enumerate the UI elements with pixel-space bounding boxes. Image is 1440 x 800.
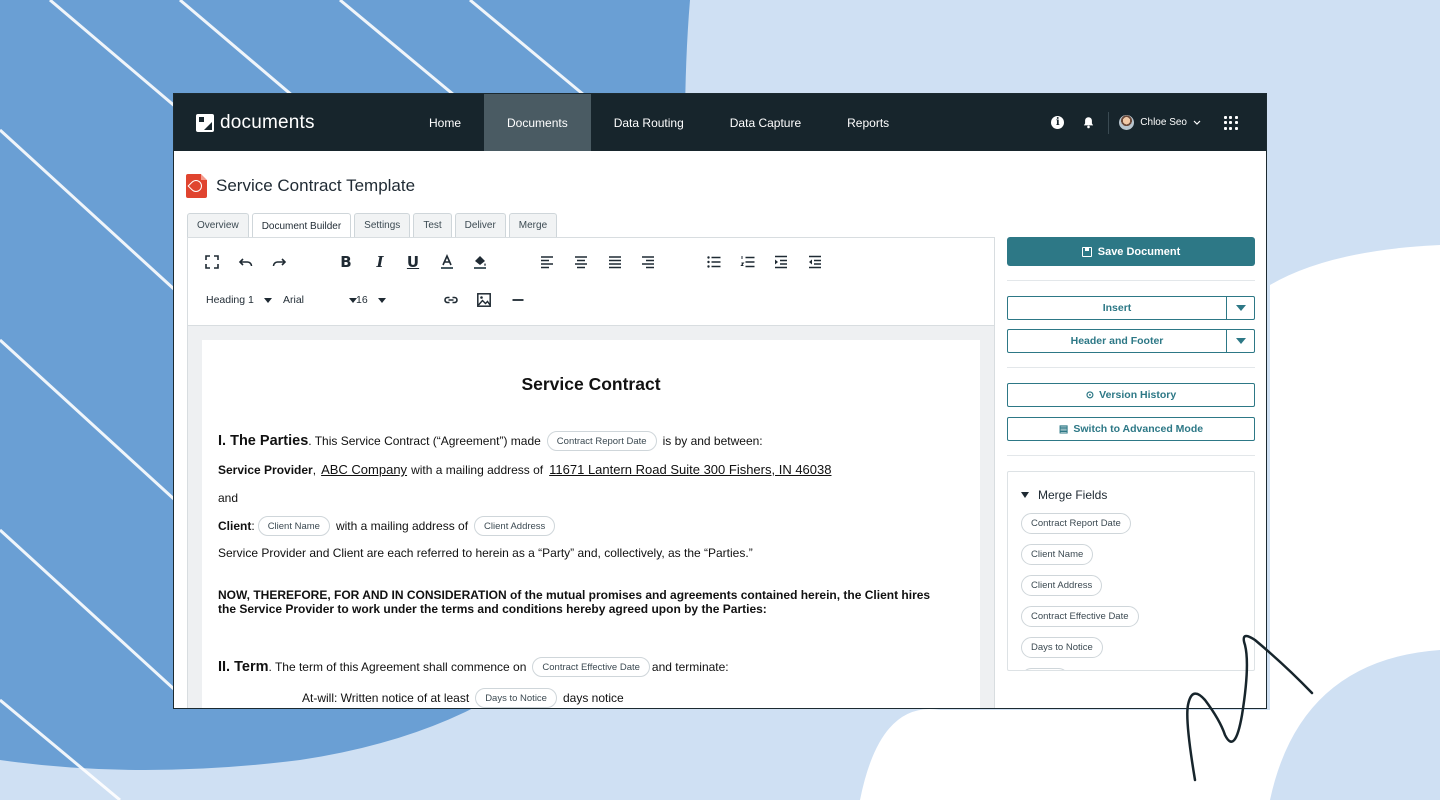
link-icon[interactable]	[440, 289, 462, 311]
section-heading: I. The Parties	[218, 433, 309, 449]
top-nav	[174, 94, 1266, 151]
advanced-mode-label: Switch to Advanced Mode	[1073, 423, 1204, 435]
insert-caret[interactable]	[1226, 297, 1254, 319]
tab-test[interactable]: Test	[413, 213, 451, 237]
outdent-icon[interactable]	[804, 251, 826, 273]
merge-chip-client-address[interactable]: Client Address	[474, 516, 555, 536]
align-justify-icon[interactable]	[604, 251, 626, 273]
nav-documents[interactable]: Documents	[484, 94, 591, 151]
document-page[interactable]	[202, 340, 980, 709]
numbered-list-icon[interactable]	[737, 251, 759, 273]
save-label: Save Document	[1097, 245, 1181, 258]
history-icon: ⊙	[1085, 389, 1095, 401]
underline-icon[interactable]: U	[406, 253, 420, 271]
merge-field-chip[interactable]: Client Name	[1021, 544, 1093, 565]
nav-reports[interactable]: Reports	[847, 115, 890, 130]
document-editor	[187, 237, 995, 709]
tab-merge[interactable]: Merge	[509, 213, 557, 237]
caret-down-icon	[264, 298, 272, 303]
font-size-select[interactable]	[356, 294, 386, 306]
merge-fields-title: Merge Fields	[1038, 488, 1108, 502]
parties-definition: Service Provider and Client are each referred to herein as a “Party” and, collectively, as the “Parties.”	[218, 546, 753, 560]
tab-settings[interactable]: Settings	[354, 213, 410, 237]
nav-data-capture[interactable]: Data Capture	[729, 115, 802, 130]
text-span: with a mailing address of	[335, 519, 469, 533]
code-file-icon: ▤	[1058, 423, 1069, 435]
align-right-icon[interactable]	[637, 251, 659, 273]
merge-chip-contract-report-date[interactable]: Contract Report Date	[547, 431, 657, 451]
align-center-icon[interactable]	[570, 251, 592, 273]
header-footer-caret[interactable]	[1226, 330, 1254, 352]
font-select[interactable]	[283, 294, 357, 306]
horizontal-rule-icon[interactable]	[507, 289, 529, 311]
now-therefore-line-2: the Service Provider to work under the terms and conditions hereby agreed upon by the Parties:	[218, 602, 767, 616]
section-heading: II. Term	[218, 659, 269, 675]
title-row	[186, 174, 415, 198]
nav-home[interactable]: Home	[429, 115, 462, 130]
editor-toolbar	[188, 238, 994, 326]
divider	[1007, 455, 1255, 456]
text-span: . This Service Contract (“Agreement”) made	[308, 434, 541, 448]
bell-icon[interactable]	[1073, 116, 1104, 129]
at-will-line	[302, 688, 624, 708]
caret-down-icon	[1236, 338, 1246, 344]
save-icon	[1082, 247, 1092, 257]
merge-fields-toggle[interactable]	[1021, 488, 1107, 502]
pdf-icon	[186, 174, 207, 198]
client-label: Client	[218, 519, 252, 533]
decorative-squiggle	[1180, 625, 1320, 785]
merge-fields-list	[1021, 513, 1139, 671]
text-span: ,	[312, 462, 317, 477]
text-span: . The term of this Agreement shall commence on	[268, 660, 527, 674]
client-line	[218, 516, 561, 536]
page-title: Service Contract Template	[216, 176, 416, 195]
text-span: :	[251, 519, 255, 533]
and-line: and	[218, 491, 239, 505]
merge-chip-contract-effective-date[interactable]: Contract Effective Date	[532, 657, 650, 677]
user-menu[interactable]	[1108, 112, 1215, 134]
app-window	[173, 93, 1267, 709]
italic-icon[interactable]: I	[376, 253, 384, 271]
save-document-button[interactable]	[1007, 237, 1255, 266]
chevron-down-icon	[1193, 120, 1201, 126]
text-span: At-will: Written notice of at least	[302, 691, 470, 705]
merge-field-chip[interactable]: Client Address	[1021, 575, 1102, 596]
font-value: Arial	[283, 294, 305, 306]
indent-icon[interactable]	[770, 251, 792, 273]
parties-line	[218, 431, 763, 451]
image-icon[interactable]	[473, 289, 495, 311]
merge-field-chip[interactable]: Contract Report Date	[1021, 513, 1131, 534]
document-title: Service Contract	[521, 374, 661, 394]
apps-grid-icon[interactable]	[1215, 116, 1246, 130]
divider	[1007, 367, 1255, 368]
version-history-label: Version History	[1099, 389, 1177, 401]
text-span: is by and between:	[662, 434, 763, 448]
highlight-icon[interactable]	[469, 251, 491, 273]
now-therefore-line-1: NOW, THEREFORE, FOR AND IN CONSIDERATION of the mutual promises and agreements contained herein, the Client hires	[218, 588, 931, 602]
insert-button[interactable]: Insert	[1102, 302, 1132, 314]
insert-dropdown[interactable]	[1007, 296, 1255, 320]
logo-icon	[196, 114, 214, 132]
version-history-button[interactable]	[1007, 383, 1255, 407]
user-name: Chloe Seo	[1140, 117, 1187, 128]
bullet-list-icon[interactable]	[703, 251, 725, 273]
term-line	[218, 657, 729, 677]
merge-field-chip[interactable]: Contract Effective Date	[1021, 606, 1139, 627]
bold-icon[interactable]: B	[340, 253, 352, 271]
tab-deliver[interactable]: Deliver	[455, 213, 506, 237]
triangle-down-icon	[1021, 492, 1029, 498]
tabs	[187, 213, 557, 238]
heading-value: Heading 1	[206, 294, 254, 306]
heading-select[interactable]	[206, 294, 272, 306]
text-span: and terminate:	[651, 660, 729, 674]
caret-down-icon	[1236, 305, 1246, 311]
merge-field-chip[interactable]: Days to Notice	[1021, 637, 1103, 658]
redo-icon[interactable]	[268, 251, 290, 273]
undo-icon[interactable]	[235, 251, 257, 273]
divider	[1007, 280, 1255, 281]
header-footer-button[interactable]: Header and Footer	[1070, 335, 1164, 347]
fullscreen-icon[interactable]	[201, 251, 223, 273]
nav-data-routing[interactable]: Data Routing	[613, 115, 684, 130]
merge-chip-client-name[interactable]: Client Name	[258, 516, 330, 536]
merge-chip-days-to-notice[interactable]: Days to Notice	[475, 688, 557, 708]
caret-down-icon	[378, 298, 386, 303]
avatar	[1119, 115, 1134, 130]
tab-overview[interactable]: Overview	[187, 213, 249, 237]
text-span: days notice	[562, 691, 624, 705]
advanced-mode-button[interactable]	[1007, 417, 1255, 441]
info-icon[interactable]: i	[1042, 116, 1073, 129]
provider-address: 11671 Lantern Road Suite 300 Fishers, IN 46038	[549, 462, 832, 477]
logo-text: documents	[220, 111, 315, 133]
align-left-icon[interactable]	[536, 251, 558, 273]
font-size-value: 16	[356, 294, 368, 306]
provider-label: Service Provider	[218, 462, 313, 477]
logo[interactable]	[174, 94, 406, 151]
text-color-icon[interactable]	[436, 251, 458, 273]
tab-document-builder[interactable]: Document Builder	[252, 213, 351, 238]
provider-name: ABC Company	[321, 462, 408, 477]
provider-line	[218, 462, 831, 477]
text-span: with a mailing address of	[411, 462, 544, 477]
merge-field-chip-partial[interactable]	[1021, 668, 1069, 671]
header-footer-dropdown[interactable]	[1007, 329, 1255, 353]
